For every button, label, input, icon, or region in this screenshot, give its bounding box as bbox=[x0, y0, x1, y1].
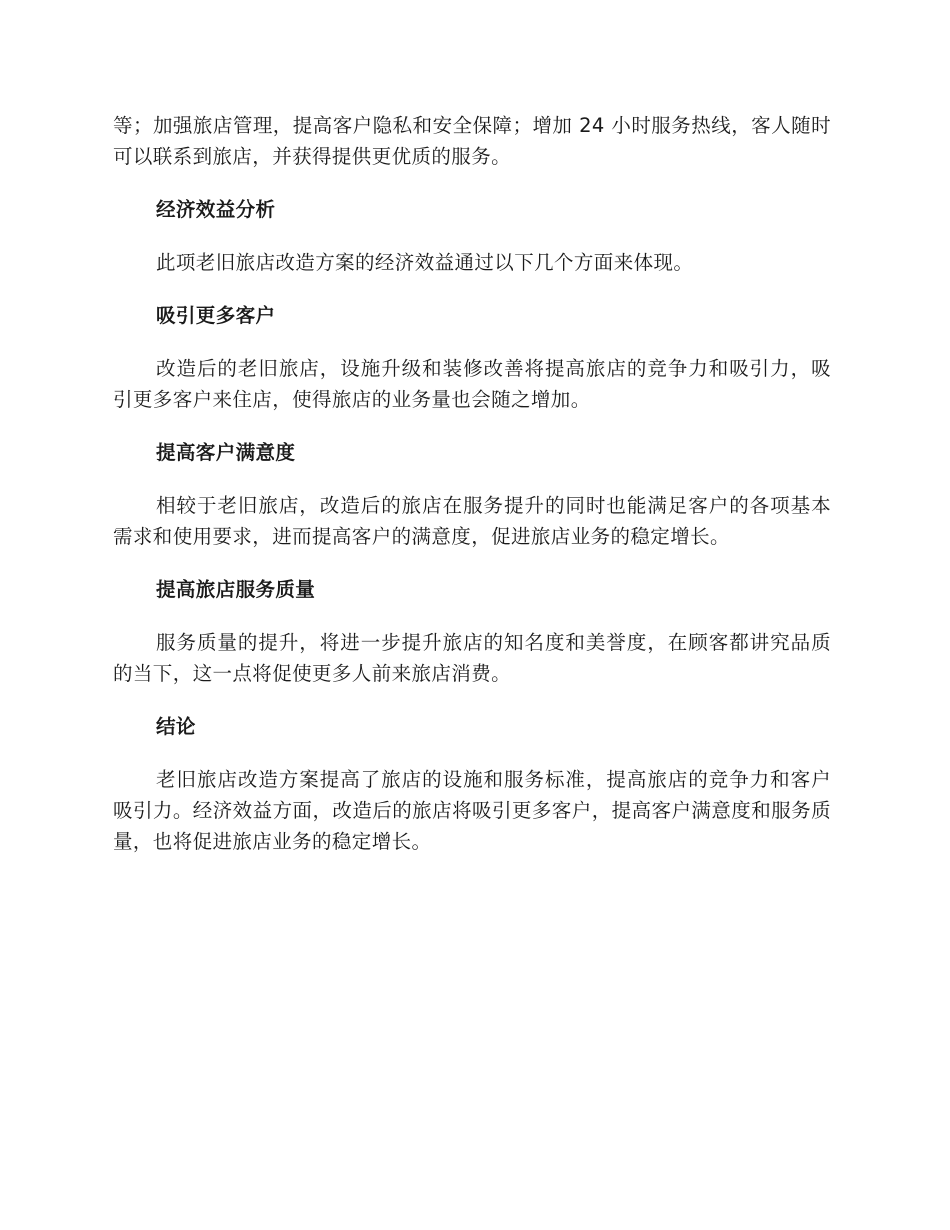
paragraph-service-quality: 服务质量的提升，将进一步提升旅店的知名度和美誉度，在顾客都讲究品质的当下，这一点将促使更多人前来旅店消费。 bbox=[113, 631, 831, 685]
paragraph-attract-customers: 改造后的老旧旅店，设施升级和装修改善将提高旅店的竞争力和吸引力，吸引更多客户来住店，使得旅店的业务量也会随之增加。 bbox=[113, 357, 831, 411]
section-heading-customer-satisfaction: 提高客户满意度 bbox=[156, 441, 296, 464]
section-heading-attract-customers: 吸引更多客户 bbox=[156, 304, 276, 327]
paragraph-continuation: 等；加强旅店管理，提高客户隐私和安全保障；增加 24 小时服务热线，客人随时可以联系到旅店，并获得提供更优质的服务。 bbox=[113, 114, 831, 168]
section-heading-service-quality: 提高旅店服务质量 bbox=[156, 578, 316, 601]
paragraph-customer-satisfaction: 相较于老旧旅店，改造后的旅店在服务提升的同时也能满足客户的各项基本需求和使用要求，进而提高客户的满意度，促进旅店业务的稳定增长。 bbox=[113, 494, 831, 548]
section-heading-conclusion: 结论 bbox=[156, 715, 196, 738]
document-body bbox=[113, 110, 831, 857]
section-heading-economic-benefit: 经济效益分析 bbox=[156, 198, 276, 221]
paragraph-economic-intro: 此项老旧旅店改造方案的经济效益通过以下几个方面来体现。 bbox=[156, 251, 694, 274]
paragraph-conclusion: 老旧旅店改造方案提高了旅店的设施和服务标准，提高旅店的竞争力和客户吸引力。经济效益方面，改造后的旅店将吸引更多客户，提高客户满意度和服务质量，也将促进旅店业务的稳定增长。 bbox=[113, 768, 831, 853]
